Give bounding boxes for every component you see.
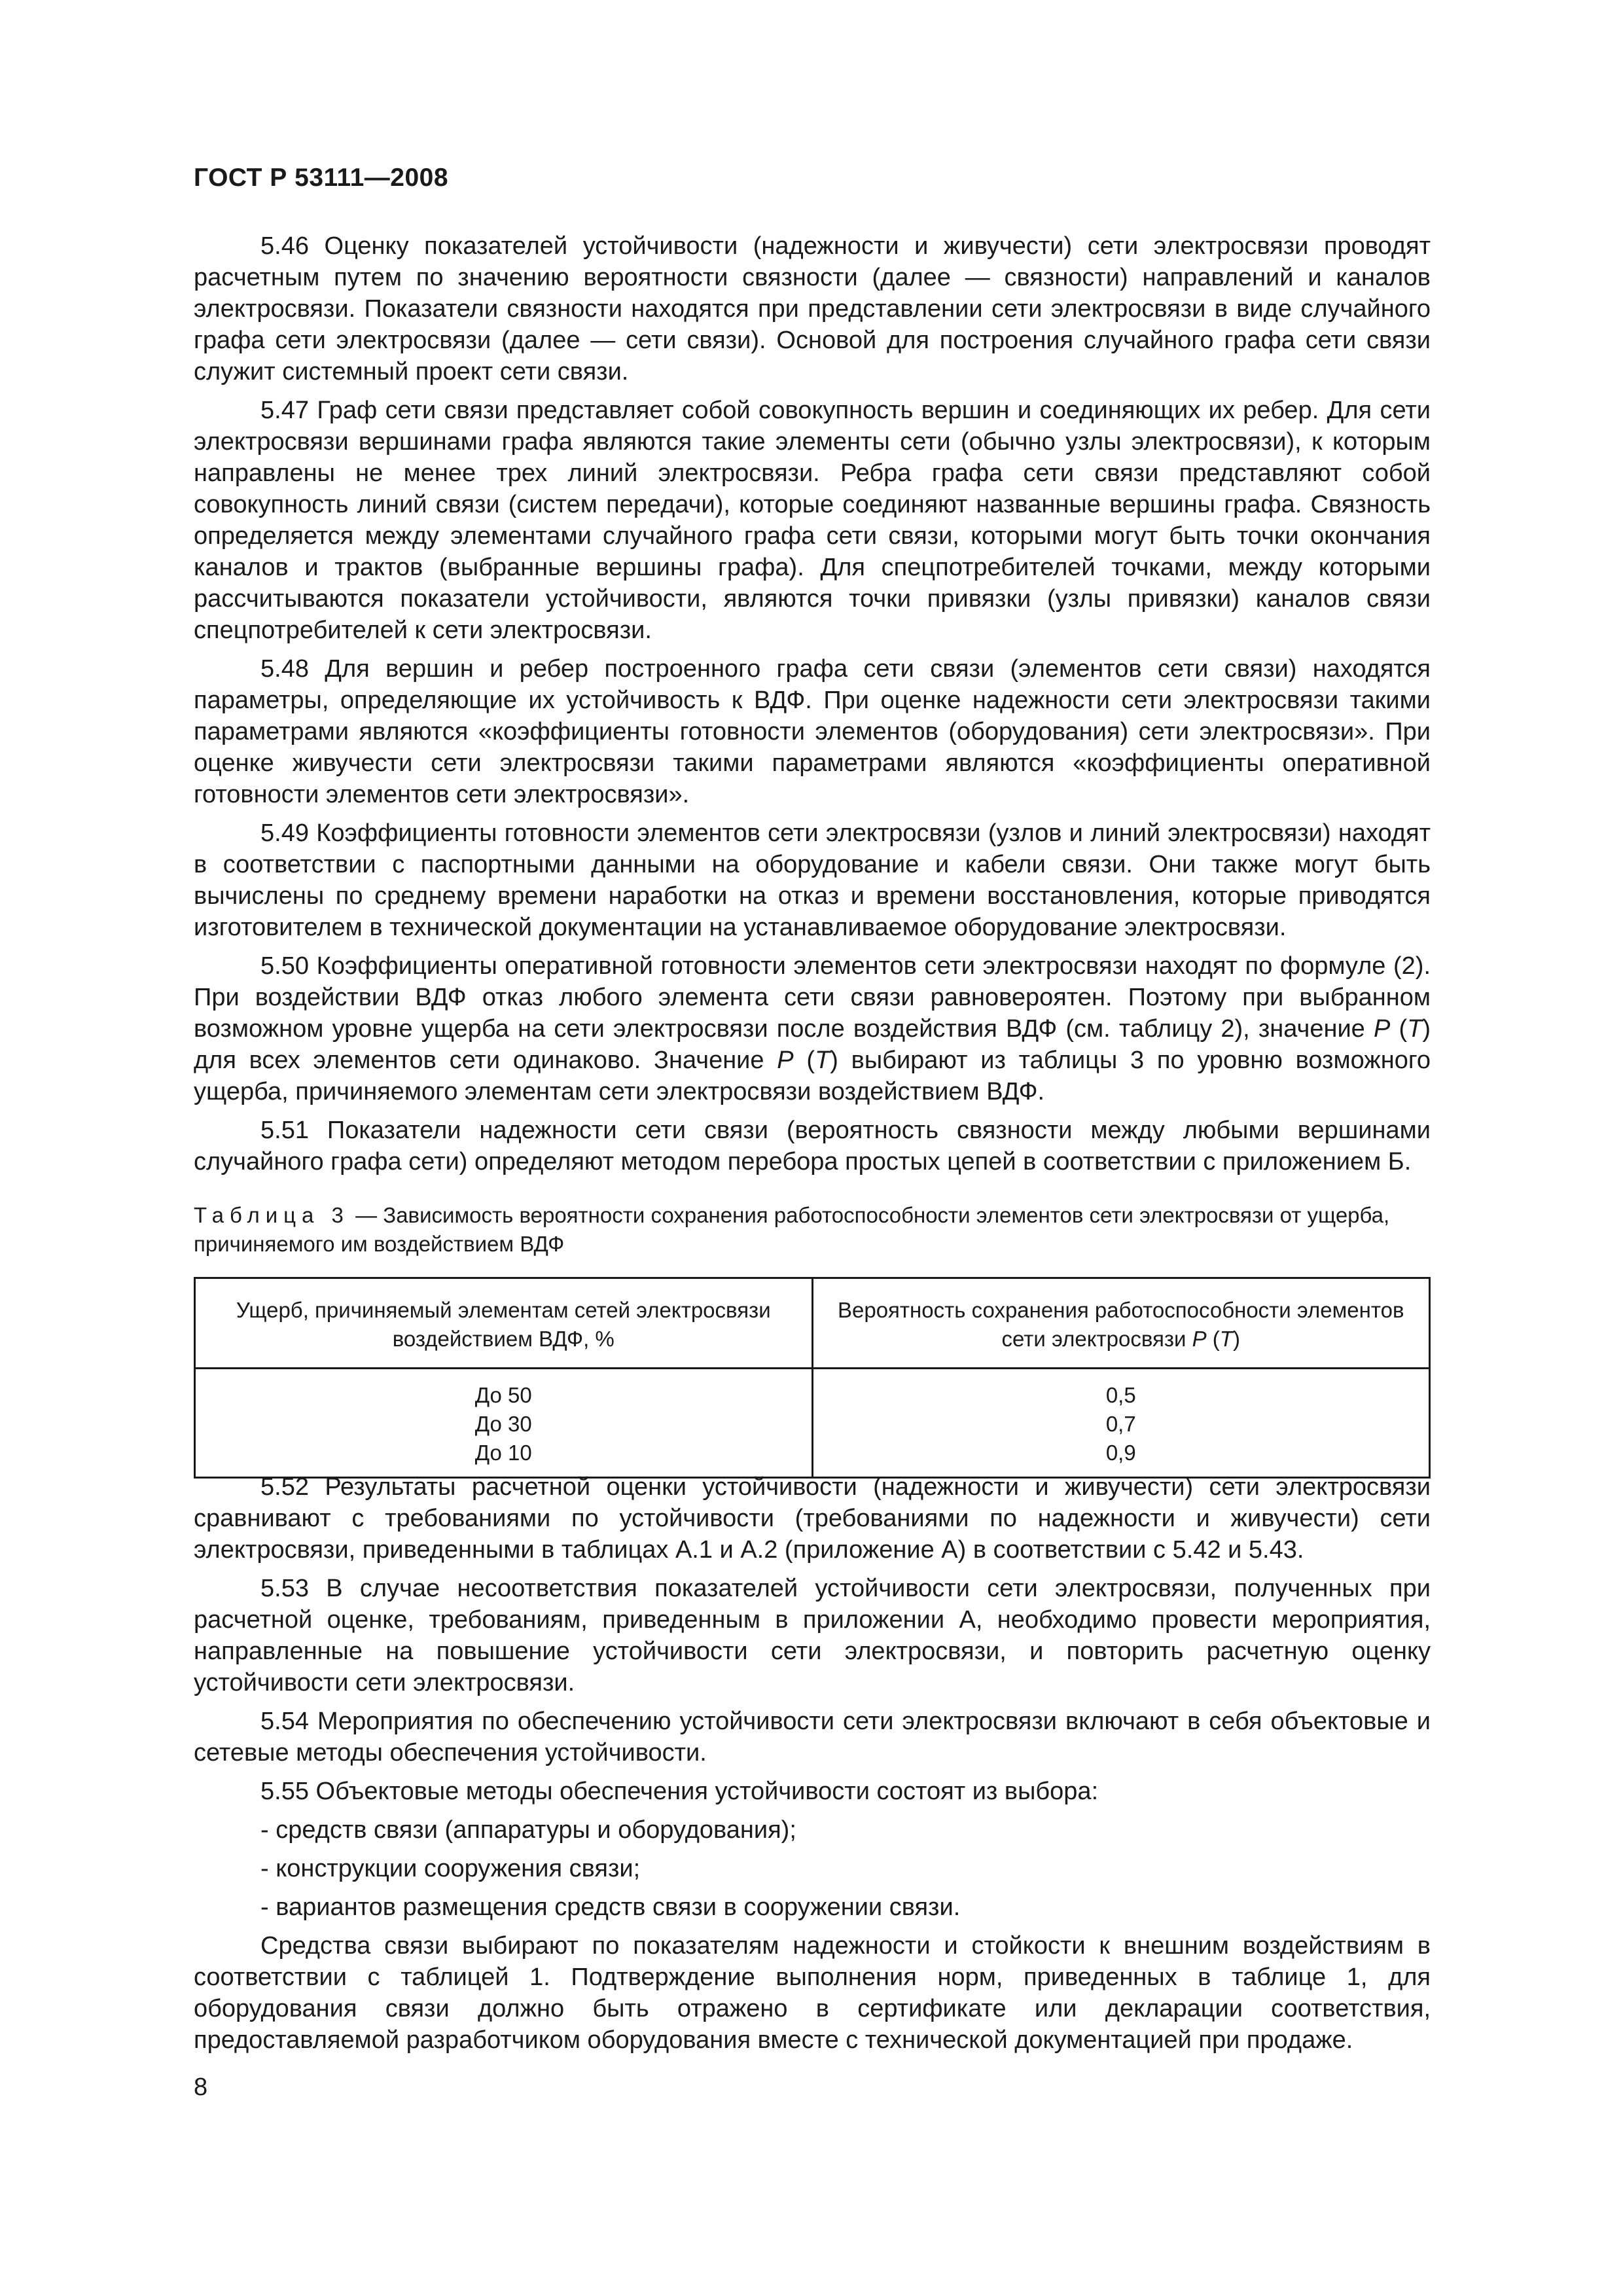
- column-header-probability-text: Вероятность сохранения работоспособности элементов сети электросвязи: [837, 1297, 1404, 1351]
- table-3-block: [194, 1201, 1431, 1479]
- symbol-t: T: [1407, 1015, 1423, 1043]
- table-3: [194, 1277, 1431, 1479]
- list-item: - средств связи (аппаратуры и оборудования);: [260, 1816, 796, 1844]
- body-section-bottom: [194, 1471, 1431, 2063]
- paragraph-5-53: 5.53 В случае несоответствия показателей устойчивости сети электросвязи, полученных при расчетной оценке, требованиям, приведенным в приложении А, необходимо провести мероприятия, направленные на повышение устойчивости сети электросвязи, и повторить расчетную оценку устойчивости сети электросвязи.: [194, 1575, 1431, 1696]
- paragraph-equipment-selection: Средства связи выбирают по показателям надежности и стойкости к внешним воздействиям в соответствии с таблицей 1. Подтверждение выполнения норм, приведенных в таблице 1, для оборудования связи должно быть отражено в сертификате или декларации соответствия, предоставляемой разработчиком оборудования вместе с технической документацией при продаже.: [194, 1932, 1431, 2054]
- table-header-row: [195, 1278, 1430, 1369]
- probability-value: 0,5: [1105, 1383, 1136, 1407]
- paragraph-5-52: 5.52 Результаты расчетной оценки устойчивости (надежности и живучести) сети электросвязи сравнивают с требованиями по устойчивости (требованиями по надежности и живучести) сети электросвязи, приведенными в таблицах А.1 и А.2 (приложение А) в соответствии с 5.42 и 5.43.: [194, 1473, 1431, 1564]
- probability-cell: [812, 1369, 1430, 1478]
- symbol-p: P: [1373, 1015, 1391, 1043]
- paragraph-5-47: 5.47 Граф сети связи представляет собой совокупность вершин и соединяющих их ребер. Для сети электросвязи вершинами графа являются такие элементы сети (обычно узлы электросвязи), к которым направлены не менее трех линий электросвязи. Ребра графа сети связи представляют собой совокупность линий связи (систем передачи), которые соединяют названные вершины графа. Связность определяется между элементами случайного графа сети связи, которыми могут быть точки окончания каналов и трактов (выбранные вершины графа). Для спецпотребителей точками, между которыми рассчитываются показатели устойчивости, являются точки привязки (узлы привязки) каналов связи спецпотребителей к сети электросвязи.: [194, 397, 1431, 644]
- damage-cell: [195, 1369, 813, 1478]
- column-header-probability: [812, 1278, 1430, 1369]
- paren-open: (: [793, 1047, 815, 1074]
- damage-value: До 30: [474, 1412, 532, 1436]
- paragraph-5-46: 5.46 Оценку показателей устойчивости (надежности и живучести) сети электросвязи проводят расчетным путем по значению вероятности связности (далее — связности) направлений и каналов электросвязи. Показатели связности находятся при представлении сети электросвязи в виде случайного графа сети электросвязи (далее — сети связи). Основой для построения случайного графа сети связи служит системный проект сети связи.: [194, 232, 1431, 386]
- paragraph-5-55: 5.55 Объектовые методы обеспечения устойчивости состоят из выбора:: [260, 1778, 1099, 1805]
- list-item: - конструкции сооружения связи;: [260, 1855, 641, 1882]
- table-caption: [194, 1201, 1431, 1259]
- paragraph-5-51: 5.51 Показатели надежности сети связи (вероятность связности между любыми вершинами случайного графа сети) определяют методом перебора простых цепей в соответствии с приложением Б.: [194, 1117, 1431, 1175]
- damage-value: До 50: [474, 1383, 532, 1407]
- paragraph-5-50: [194, 950, 1431, 1107]
- paren-close: ): [1232, 1326, 1240, 1351]
- list-item: - вариантов размещения средств связи в сооружении связи.: [260, 1893, 961, 1921]
- body-section-top: [194, 230, 1431, 1185]
- paragraph-5-50-part-c: ) выбирают из таблицы 3 по уровню возможного ущерба, причиняемого элементам сети электросвязи воздействием ВДФ.: [194, 1047, 1431, 1105]
- standard-header: ГОСТ Р 53111—2008: [194, 164, 449, 192]
- table-caption-label: Таблица 3: [194, 1203, 349, 1227]
- paragraph-5-48: 5.48 Для вершин и ребер построенного графа сети связи (элементов сети связи) находятся параметры, определяющие их устойчивость к ВДФ. При оценке надежности сети электросвязи такими параметрами являются «коэффициенты готовности элементов (оборудования) сети электросвязи». При оценке живучести сети электросвязи такими параметрами являются «коэффициенты оперативной готовности элементов сети электросвязи».: [194, 655, 1431, 808]
- table-row: [195, 1369, 1430, 1478]
- probability-value: 0,9: [1105, 1441, 1136, 1465]
- symbol-p: P: [1192, 1326, 1207, 1351]
- symbol-t: T: [815, 1047, 830, 1074]
- column-header-damage: Ущерб, причиняемый элементам сетей электросвязи воздействием ВДФ, %: [195, 1278, 813, 1369]
- page-number: 8: [194, 2073, 208, 2101]
- table-caption-text: — Зависимость вероятности сохранения работоспособности элементов сети электросвязи от ущерба, причиняемого им воздействием ВДФ: [194, 1203, 1390, 1256]
- damage-value: До 10: [474, 1441, 532, 1465]
- paragraph-5-50-part-a: 5.50 Коэффициенты оперативной готовности элементов сети электросвязи находят по формуле (2). При воздействии ВДФ отказ любого элемента сети связи равновероятен. Поэтому при выбранном возможном уровне ущерба на сети электросвязи после воздействия ВДФ (см. таблицу 2), значение: [194, 952, 1431, 1043]
- symbol-p: P: [777, 1047, 794, 1074]
- paragraph-5-54: 5.54 Мероприятия по обеспечению устойчивости сети электросвязи включают в себя объектовые и сетевые методы обеспечения устойчивости.: [194, 1708, 1431, 1767]
- paragraph-5-49: 5.49 Коэффициенты готовности элементов сети электросвязи (узлов и линий электросвязи) находят в соответствии с паспортными данными на оборудование и кабели связи. Они также могут быть вычислены по среднему времени наработки на отказ и времени восстановления, которые приводятся изготовителем в технической документации на устанавливаемое оборудование электросвязи.: [194, 819, 1431, 941]
- paren-open: (: [1206, 1326, 1220, 1351]
- paren-open: (: [1390, 1015, 1408, 1043]
- symbol-t: T: [1219, 1326, 1233, 1351]
- probability-value: 0,7: [1105, 1412, 1136, 1436]
- paragraph-5-50-part-b: ) для всех элементов сети одинаково. Значение: [194, 1015, 1431, 1074]
